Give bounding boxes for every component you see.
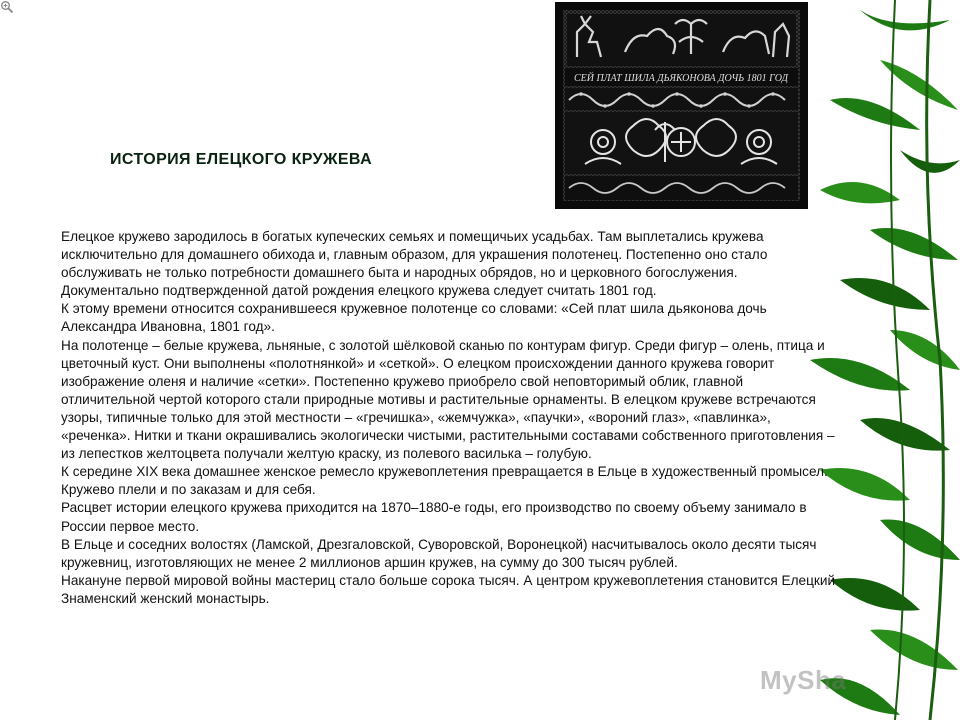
lace-inscription: СЕЙ ПЛАТ ШИЛА ДЬЯКОНОВА ДОЧЬ 1801 ГОД xyxy=(573,73,789,84)
paragraph: Елецкое кружево зародилось в богатых купеческих семьях и помещичьих усадьбах. Там выплетались кружева исключительно для домашнего обихода и, главным образом, для украшения полотенец. Постепенно оно стало обслуживать не только потребности домашнего быта и народных обрядов, но и церковного богослужения. Документально подтвержденной датой рождения елецкого кружева следует считать 1801 год. xyxy=(61,229,768,299)
watermark-logo xyxy=(760,660,955,700)
lace-towel-photo xyxy=(555,2,808,209)
body-text xyxy=(61,228,836,608)
paragraph: Расцвет истории елецкого кружева приходится на 1870–1880-е годы, его производство по своему объему занимало в России первое место. xyxy=(61,500,807,534)
paragraph: К этому времени относится сохранившееся кружевное полотенце со словами: «Сей плат шила дьяконова дочь Александра Ивановна, 1801 год». xyxy=(61,301,767,335)
paragraph: К середине XIX века домашнее женское ремесло кружевоплетения превращается в Ельце в художественный промысел. Кружево плели и по заказам и для себя. xyxy=(61,464,828,498)
watermark-text: MySha xyxy=(760,665,847,695)
slide-title: ИСТОРИЯ ЕЛЕЦКОГО КРУЖЕВА xyxy=(110,151,373,168)
paragraph: На полотенце – белые кружева, льняные, с золотой шёлковой сканью по контурам фигур. Среди фигур – олень, птица и цветочный куст. Они выполнены «полотнянкой» и «сеткой». О елецком происхождении данного кружева говорит изображение оленя и наличие «сетки». Постепенно кружево приобрело свой неповторимый облик, главной отличительной чертой которого стали природные мотивы и растительные орнаменты. В елецком кружеве встречаются узоры, типичные только для этой местности – «гречишка», «жемчужка», «паучки», «вороний глаз», «павлинка», «реченка». Нитки и ткани окрашивались экологически чистыми, растительными составами собственного приготовления – из лепестков желтоцвета получали желтую краску, из полевого василька – голубую. xyxy=(61,337,835,462)
paragraph: Накануне первой мировой войны мастериц стало больше сорока тысяч. А центром кружевоплетения становится Елецкий Знаменский женский монастырь. xyxy=(61,572,836,606)
magnifier-icon[interactable] xyxy=(0,0,18,18)
paragraph: В Ельце и соседних волостях (Ламской, Дрезгаловской, Суворовской, Воронецкой) насчитывалось около десяти тысяч кружевниц, изготовляющих не менее 2 миллионов аршин кружев, на сумму до 300 тысяч рублей. xyxy=(61,536,817,570)
